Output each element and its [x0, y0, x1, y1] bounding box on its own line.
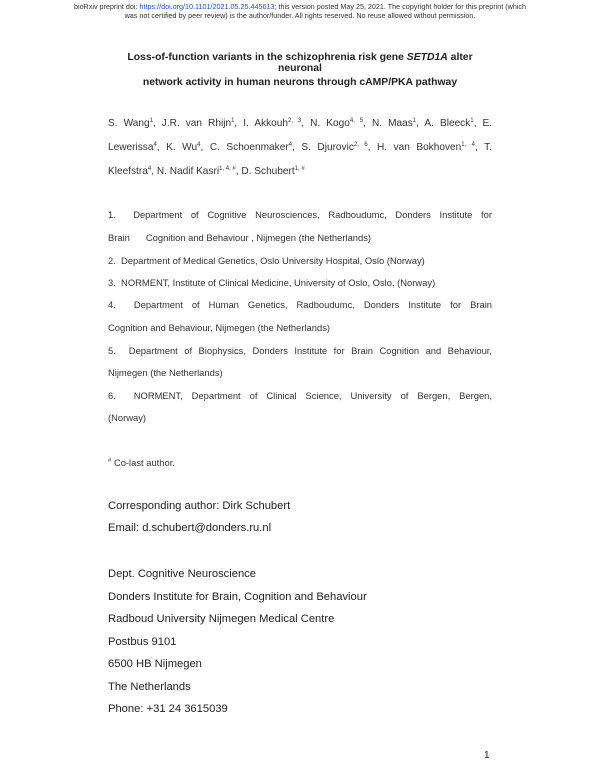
- banner-prefix: bioRxiv preprint doi:: [73, 2, 140, 11]
- banner-line-2: was not certified by peer review) is the author/funder. All rights reserved. No reuse allowed without permission.: [124, 10, 476, 20]
- author: Lewerissa$^4$,: [108, 142, 160, 153]
- corresponding-email[interactable]: Email: d.schubert@donders.ru.nl: [108, 522, 272, 534]
- affiliation-4: 4. Department of Human Genetics, Radboudumc, Donders Institute for Brain: [108, 299, 492, 310]
- affiliation-5-cont: Nijmegen (the Netherlands): [108, 367, 223, 378]
- address-line: 6500 HB Nijmegen: [108, 658, 202, 670]
- affiliation-1-cont: Brain Cognition and Behaviour , Nijmegen (the Netherlands): [108, 232, 372, 243]
- author: N. Nadif Kasri$^{1, 4, \#}$,: [156, 166, 239, 177]
- paper-title-line-1: [108, 52, 492, 74]
- co-last-text: Co-last author.: [111, 457, 175, 468]
- title-text-a: Loss-of-function variants in the schizophrenia risk gene: [127, 52, 407, 63]
- paper-title-line-2: network activity in human neurons through cAMP/PKA pathway: [142, 77, 458, 88]
- author: S. Djurovic$^{2, 6}$,: [301, 142, 371, 153]
- title-gene: SETD1A: [406, 52, 448, 63]
- banner-suffix: ; this version posted May 25, 2021. The copyright holder for this preprint (which: [274, 2, 527, 11]
- affiliation-2: 2. Department of Medical Genetics, Oslo University Hospital, Oslo (Norway): [108, 255, 425, 266]
- address-line: The Netherlands: [108, 681, 191, 693]
- affiliation-5: 5. Department of Biophysics, Donders Institute for Brain Cognition and Behaviour,: [108, 345, 492, 356]
- address-line: Donders Institute for Brain, Cognition and Behaviour: [108, 591, 367, 603]
- author-line-3: [108, 166, 492, 177]
- author: K. Wu$^4$,: [166, 142, 204, 153]
- address-line: Dept. Cognitive Neuroscience: [108, 568, 256, 580]
- address-line: Postbus 9101: [108, 636, 177, 648]
- corresponding-author: Corresponding author: Dirk Schubert: [108, 500, 291, 512]
- author: N. Kogo$^{4, 5}$,: [310, 118, 366, 129]
- affiliation-4-cont: Cognition and Behaviour, Nijmegen (the Netherlands): [108, 322, 331, 333]
- author: I. Akkouh$^{2, 3}$,: [243, 118, 305, 129]
- author: C. Schoenmaker$^4$,: [209, 142, 295, 153]
- phone-line: Phone: +31 24 3615039: [108, 703, 228, 715]
- author-first-initial: T.: [484, 142, 492, 153]
- affiliation-6-cont: (Norway): [108, 412, 147, 423]
- title-text-b: alter neuronal: [278, 52, 473, 74]
- author: D. Schubert$^{1, \#}$: [241, 166, 305, 177]
- affiliation-6: 6. NORMENT, Department of Clinical Science, University of Bergen, Bergen,: [108, 390, 492, 401]
- affiliation-3: 3. NORMENT, Institute of Clinical Medicine, University of Oslo, Oslo, (Norway): [108, 277, 436, 288]
- address-line: Radboud University Nijmegen Medical Centre: [108, 613, 335, 625]
- doi-link[interactable]: https://doi.org/10.1101/2021.05.25.445613: [139, 2, 275, 11]
- author: Kleefstra$^4$,: [108, 166, 154, 177]
- author: J.R. van Rhijn$^1$,: [161, 118, 238, 129]
- page-number: 1: [484, 750, 490, 761]
- preprint-banner: [0, 3, 600, 20]
- author: A. Bleeck$^1$,: [424, 118, 477, 129]
- author: S. Wang$^1$,: [108, 118, 156, 129]
- author: H. van Bokhoven$^{1, 4}$,: [376, 142, 478, 153]
- author-first-initial: E.: [482, 118, 493, 129]
- co-last-note: [108, 457, 175, 468]
- author-line-1: [108, 118, 492, 129]
- co-last-mark: #: [108, 458, 112, 464]
- affiliation-1: 1. Department of Cognitive Neurosciences, Radboudumc, Donders Institute for: [108, 209, 492, 220]
- author: N. Maas$^1$,: [371, 118, 419, 129]
- author-line-2: [108, 142, 492, 153]
